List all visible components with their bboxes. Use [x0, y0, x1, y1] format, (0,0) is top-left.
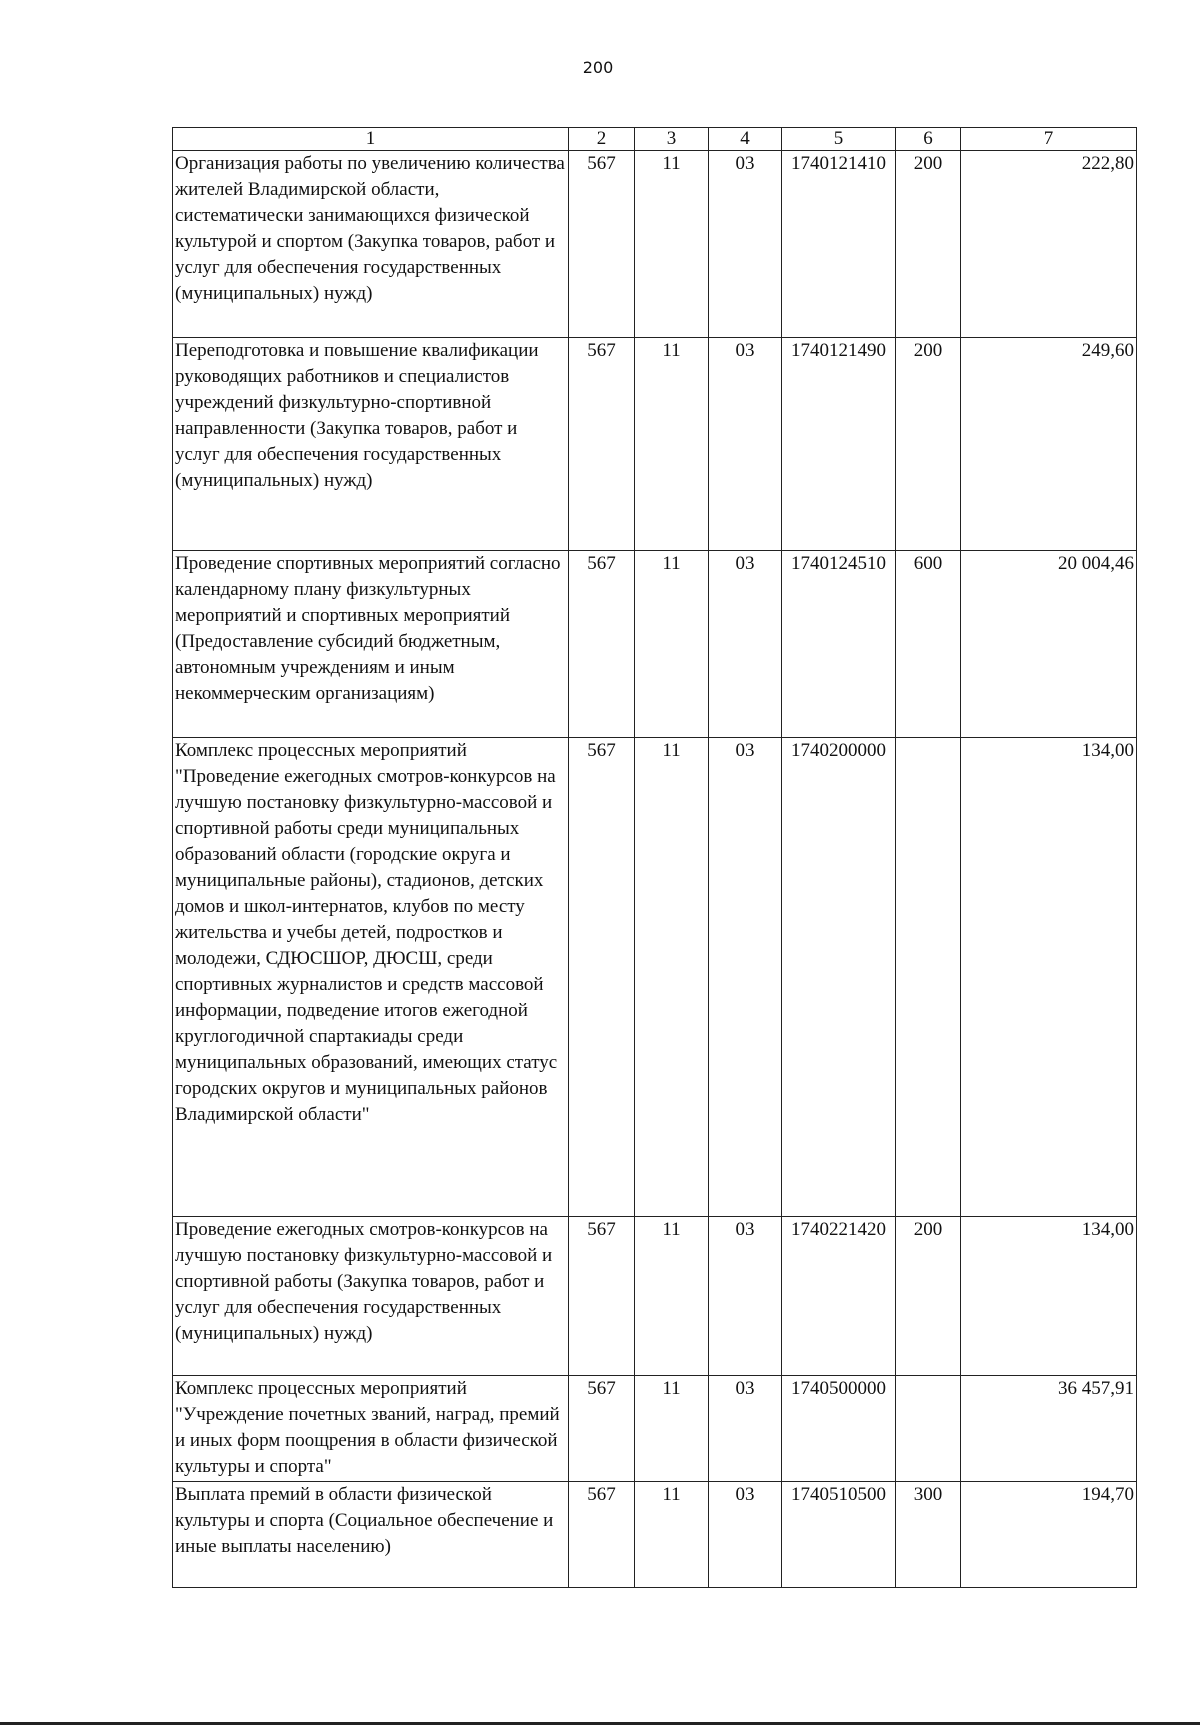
cell-4: 03	[709, 738, 782, 1217]
cell-5: 1740500000	[782, 1376, 896, 1482]
cell-amount: 222,80	[961, 151, 1137, 338]
header-cell: 3	[635, 128, 709, 151]
cell-amount: 20 004,46	[961, 551, 1137, 738]
cell-2: 567	[569, 551, 635, 738]
table-row	[173, 738, 1137, 1217]
cell-amount: 134,00	[961, 738, 1137, 1217]
cell-5: 1740124510	[782, 551, 896, 738]
row-name: Проведение спортивных мероприятий согласно календарному плану физкультурных мероприятий и спортивных мероприятий (Предоставление субсидий бюджетным, автономным учреждениям и иным некоммерческим организациям)	[173, 551, 569, 738]
cell-6	[896, 1376, 961, 1482]
cell-6: 600	[896, 551, 961, 738]
row-name: Организация работы по увеличению количества жителей Владимирской области, систематически занимающихся физической культурой и спортом (Закупка товаров, работ и услуг для обеспечения государственных (муниципальных) нужд)	[173, 151, 569, 338]
cell-6: 300	[896, 1482, 961, 1588]
header-cell: 6	[896, 128, 961, 151]
cell-6: 200	[896, 1217, 961, 1376]
cell-3: 11	[635, 551, 709, 738]
table-row	[173, 151, 1137, 338]
row-name: Выплата премий в области физической культуры и спорта (Социальное обеспечение и иные выплаты населению)	[173, 1482, 569, 1588]
row-name: Комплекс процессных мероприятий "Проведение ежегодных смотров-конкурсов на лучшую постановку физкультурно-массовой и спортивной работы среди муниципальных образований области (городские округа и муниципальные районы), стадионов, детских домов и школ-интернатов, клубов по месту жительства и учебы детей, подростков и молодежи, СДЮСШОР, ДЮСШ, среди спортивных журналистов и средств массовой информации, подведение итогов ежегодной круглогодичной спартакиады среди муниципальных образований, имеющих статус городских округов и муниципальных районов Владимирской области"	[173, 738, 569, 1217]
page-number: 200	[582, 58, 614, 77]
cell-amount: 134,00	[961, 1217, 1137, 1376]
cell-5: 1740121410	[782, 151, 896, 338]
page-bottom-rule	[0, 1722, 1200, 1725]
row-name: Проведение ежегодных смотров-конкурсов на лучшую постановку физкультурно-массовой и спортивной работы (Закупка товаров, работ и услуг для обеспечения государственных (муниципальных) нужд)	[173, 1217, 569, 1376]
cell-5: 1740200000	[782, 738, 896, 1217]
cell-3: 11	[635, 1217, 709, 1376]
cell-amount: 36 457,91	[961, 1376, 1137, 1482]
cell-5: 1740510500	[782, 1482, 896, 1588]
cell-3: 11	[635, 151, 709, 338]
budget-table	[172, 127, 1137, 1588]
cell-2: 567	[569, 151, 635, 338]
cell-4: 03	[709, 338, 782, 551]
row-name: Переподготовка и повышение квалификации руководящих работников и специалистов учреждений физкультурно-спортивной направленности (Закупка товаров, работ и услуг для обеспечения государственных (муниципальных) нужд)	[173, 338, 569, 551]
table-row	[173, 338, 1137, 551]
cell-6	[896, 738, 961, 1217]
header-cell: 1	[173, 128, 569, 151]
cell-6: 200	[896, 338, 961, 551]
row-name: Комплекс процессных мероприятий "Учреждение почетных званий, наград, премий и иных форм поощрения в области физической культуры и спорта"	[173, 1376, 569, 1482]
cell-3: 11	[635, 738, 709, 1217]
cell-2: 567	[569, 1217, 635, 1376]
cell-4: 03	[709, 151, 782, 338]
cell-6: 200	[896, 151, 961, 338]
cell-3: 11	[635, 1376, 709, 1482]
header-cell: 5	[782, 128, 896, 151]
cell-4: 03	[709, 1482, 782, 1588]
cell-2: 567	[569, 1376, 635, 1482]
cell-3: 11	[635, 338, 709, 551]
table-row	[173, 1376, 1137, 1482]
cell-4: 03	[709, 1376, 782, 1482]
cell-5: 1740221420	[782, 1217, 896, 1376]
header-row	[173, 128, 1137, 151]
table-row	[173, 551, 1137, 738]
cell-3: 11	[635, 1482, 709, 1588]
cell-2: 567	[569, 738, 635, 1217]
cell-2: 567	[569, 338, 635, 551]
table-row	[173, 1482, 1137, 1588]
cell-5: 1740121490	[782, 338, 896, 551]
table-row	[173, 1217, 1137, 1376]
header-cell: 4	[709, 128, 782, 151]
cell-amount: 194,70	[961, 1482, 1137, 1588]
cell-2: 567	[569, 1482, 635, 1588]
cell-4: 03	[709, 551, 782, 738]
cell-4: 03	[709, 1217, 782, 1376]
header-cell: 2	[569, 128, 635, 151]
cell-amount: 249,60	[961, 338, 1137, 551]
header-cell: 7	[961, 128, 1137, 151]
